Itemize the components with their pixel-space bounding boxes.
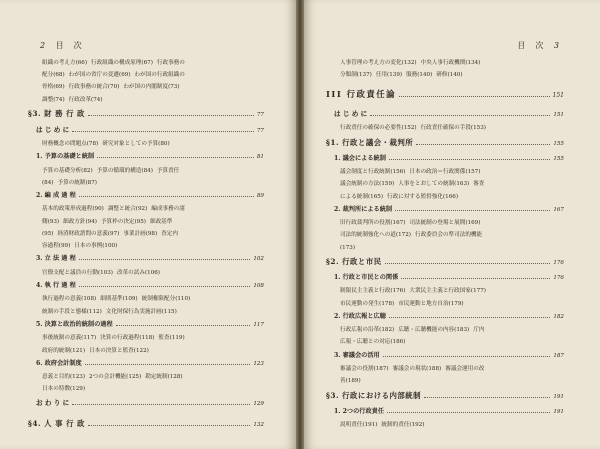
toc-entry: (173) <box>340 244 356 251</box>
toc-entry: 行政に対する監督強化(166) <box>387 193 458 200</box>
toc-page-number: 89 <box>256 192 264 199</box>
toc-heading-label: 2. 行政広報と広聴 <box>334 312 386 320</box>
toc-entry: 勘定統制(128) <box>145 374 183 381</box>
toc-entry: 2つの会計機能(125) <box>89 374 142 381</box>
toc-heading-label: 5. 決算と政治的統制の過程 <box>36 320 113 328</box>
toc-heading-intro <box>28 397 264 410</box>
toc-heading-sect <box>326 136 564 151</box>
toc-page-number: 151 <box>553 112 564 119</box>
toc-entry: 大衆民主主義と行政国家(177) <box>409 288 486 295</box>
toc-page-number: 191 <box>553 408 564 415</box>
toc-entry: 予算枠の決定(95) <box>100 218 146 225</box>
toc-entry: 予算の循環的構造(84) <box>96 167 153 174</box>
toc-entry-line <box>326 70 564 80</box>
toc-entry: 任用(139) <box>375 72 403 79</box>
page-number: 3 <box>553 41 560 50</box>
toc-entry: 日本の政治＝行政関係(157) <box>409 169 481 176</box>
toc-page-number: 129 <box>253 400 264 407</box>
toc-entry: 日本の事例(100) <box>74 243 118 250</box>
toc-entry: 行政責任の確保の必要性(152) <box>340 125 417 132</box>
toc-entry: 日本の特徴(129) <box>42 386 86 393</box>
toc-entry: 行政事務の <box>156 60 185 66</box>
toc-entry: 細政方針(94) <box>63 218 97 225</box>
toc-heading-sub <box>28 190 264 203</box>
toc-heading-sub <box>28 280 264 293</box>
toc-entry: 事業計画(98) <box>123 230 158 237</box>
dot-leader <box>79 196 254 197</box>
toc-heading-label: 1. 議会による統制 <box>334 154 386 162</box>
toc-entry: 審議会の現状(188) <box>392 366 442 373</box>
toc-entry: (84) <box>42 179 54 186</box>
toc-entry: 研究対象としての予算(80) <box>102 140 170 147</box>
toc-entry: 審査 <box>473 181 485 188</box>
toc-entry: 容過程(99) <box>42 243 71 250</box>
toc-entry: 骨格(69) <box>42 84 65 91</box>
toc-entry-line <box>28 139 264 149</box>
running-head <box>40 40 83 51</box>
toc-entry: 統制権限配分(110) <box>141 296 191 303</box>
toc-page-number: 191 <box>553 393 564 400</box>
toc-list <box>326 58 564 432</box>
running-head <box>517 40 560 51</box>
toc-heading-sub <box>28 358 264 371</box>
toc-heading-label: は じ め に <box>36 125 70 134</box>
toc-entry: 事後統制の意義(117) <box>42 335 97 342</box>
toc-heading-label: 3. 立 法 過 程 <box>36 255 76 263</box>
toc-entry: 予算の統制(87) <box>57 179 97 186</box>
toc-heading-label: は じ め に <box>334 110 368 119</box>
toc-entry: 人事管理の考え方の変化(132) <box>340 60 417 66</box>
toc-entry-line <box>28 217 264 227</box>
toc-heading-sub <box>326 204 564 217</box>
toc-entry: 統制的責任(192) <box>381 422 425 429</box>
toc-page-number: 132 <box>253 421 264 428</box>
toc-entry: 人事をとおしての統制(163) <box>398 181 470 188</box>
right-page <box>304 0 600 449</box>
toc-heading-sub <box>28 253 264 266</box>
toc-entry: 議会制度と行政統制(156) <box>340 169 406 176</box>
toc-entry: 審議会運用の改 <box>445 366 485 373</box>
dot-leader <box>97 157 254 158</box>
toc-entry: 行政委員会の準司法的機能 <box>414 232 483 239</box>
toc-entry-line <box>28 166 264 176</box>
running-title: 目 次 <box>55 41 83 50</box>
toc-entry: 広報・広聴との対応(186) <box>340 339 406 346</box>
toc-entry: 行政責任確保の手段(153) <box>420 125 486 132</box>
dot-leader <box>79 286 250 287</box>
toc-heading-sect <box>28 107 264 122</box>
toc-page-number: 167 <box>553 206 564 213</box>
toc-heading-label: §4. 人 事 行 政 <box>28 418 85 428</box>
toc-entry: 細政基準 <box>149 218 173 225</box>
toc-page-number: 182 <box>553 313 564 320</box>
toc-entry: わが国の行政組織の <box>134 72 185 79</box>
toc-entry: (95) <box>42 230 54 237</box>
toc-entry: 基本的政策形成過程(90) <box>42 206 104 213</box>
dot-leader <box>395 210 550 211</box>
toc-entry: 決算の行政過程(118) <box>100 335 155 342</box>
toc-entry: 旧行政裁判所の役割(167) <box>340 220 406 227</box>
toc-entry: 査定内 <box>161 230 178 237</box>
left-page <box>0 0 296 449</box>
toc-heading-label: 2. 裁判所による統制 <box>334 205 393 213</box>
toc-entry-line <box>326 337 564 347</box>
toc-heading-sub <box>28 319 264 332</box>
toc-page-number: 151 <box>552 92 564 100</box>
dot-leader <box>383 356 551 357</box>
toc-entry-line <box>326 179 564 189</box>
toc-entry: 司法統制の登場と展開(169) <box>409 220 481 227</box>
toc-heading-label: §3. 行政における内部統制 <box>326 390 422 400</box>
toc-entry-line <box>326 286 564 296</box>
toc-entry-line <box>28 372 264 382</box>
toc-heading-sub <box>326 406 564 419</box>
toc-entry-line <box>28 58 264 68</box>
toc-heading-intro <box>28 124 264 137</box>
toc-page-number: 155 <box>553 155 564 162</box>
dot-leader <box>399 96 550 97</box>
toc-entry: 組織の考え方(66) <box>42 60 88 66</box>
toc-entry-line <box>28 82 264 92</box>
toc-heading-label: 1. 行政と市民との関係 <box>334 273 399 281</box>
toc-heading-label: §3. 財 務 行 政 <box>28 108 85 118</box>
toc-entry: 財務概念の問題点(78) <box>42 140 99 147</box>
toc-heading-sect <box>326 255 564 270</box>
toc-page-number: 176 <box>553 259 564 266</box>
toc-entry: 監査(119) <box>158 335 185 342</box>
toc-entry: による統制(165) <box>340 193 384 200</box>
toc-heading-label: 3. 審議会の活用 <box>334 351 380 359</box>
toc-heading-sect <box>326 389 564 404</box>
toc-entry: 意義と目的(123) <box>42 374 86 381</box>
toc-entry-line <box>28 95 264 105</box>
toc-entry: 善(189) <box>340 378 361 385</box>
toc-page-number: 117 <box>253 321 264 328</box>
toc-page-number: 102 <box>253 256 264 263</box>
toc-page-number: 155 <box>553 140 564 147</box>
toc-heading-label: III 行政責任論 <box>326 89 397 100</box>
toc-entry: 広聴・広聴機能の内容(183) <box>398 327 470 334</box>
toc-entry: 議会統制の方法(159) <box>340 181 395 188</box>
toc-entry-line <box>326 420 564 430</box>
toc-entry: 行政事務の統合(70) <box>68 84 120 91</box>
toc-entry: 統制の手段と態様(112) <box>42 308 102 315</box>
toc-entry-line <box>28 204 264 214</box>
toc-entry: 政府的統制(121) <box>42 347 86 354</box>
toc-page-number: 108 <box>253 282 264 289</box>
toc-entry-line <box>28 307 264 317</box>
toc-heading-label: 2. 編 成 過 程 <box>36 191 76 199</box>
toc-page-number: 81 <box>256 154 264 161</box>
toc-entry: 経済財政諮問の意義(97) <box>57 230 120 237</box>
dot-leader <box>389 317 550 318</box>
toc-entry: 服務(140) <box>406 72 433 79</box>
toc-heading-label: 4. 執 行 過 程 <box>36 281 76 289</box>
toc-entry-line <box>326 299 564 309</box>
toc-heading-label: 1. 予算の基礎と統制 <box>36 153 95 161</box>
dot-leader <box>88 115 254 116</box>
dot-leader <box>72 131 254 132</box>
toc-entry: 編成事務の諸 <box>151 206 185 213</box>
toc-entry: 庁内 <box>473 327 485 334</box>
toc-entry: 執行過程の意義(108) <box>42 296 97 303</box>
toc-entry-line <box>28 268 264 278</box>
toc-entry: 配分(68) <box>42 72 65 79</box>
toc-entry: 市民運動の発生(178) <box>340 300 395 307</box>
toc-heading-label: §2. 行政と市民 <box>326 256 382 266</box>
dot-leader <box>116 325 251 326</box>
toc-entry-line <box>28 384 264 394</box>
toc-entry: 官僚支配と議員の行動(103) <box>42 269 113 276</box>
toc-entry: 審議会の役割(187) <box>340 366 389 373</box>
toc-heading-intro <box>326 108 564 121</box>
toc-heading-label: 1. 2つの行政責任 <box>334 407 385 415</box>
toc-entry-line <box>326 243 564 253</box>
toc-entry: 研修(140) <box>436 72 463 79</box>
toc-entry: わが国の内閣制度(73) <box>123 84 180 91</box>
toc-list <box>28 58 264 434</box>
toc-entry-line <box>326 325 564 335</box>
toc-entry: 細則基準(109) <box>100 296 138 303</box>
dot-leader <box>88 425 250 426</box>
toc-entry-line <box>28 178 264 188</box>
toc-heading-part <box>326 86 564 104</box>
toc-entry-line <box>28 241 264 251</box>
toc-entry-line <box>326 364 564 374</box>
toc-entry: 文化財保行為実施計画(115) <box>105 308 177 315</box>
running-title: 目 次 <box>517 41 545 50</box>
toc-page-number: 77 <box>256 111 264 118</box>
toc-entry-line <box>28 229 264 239</box>
toc-entry-line <box>326 167 564 177</box>
toc-heading-sub <box>28 151 264 164</box>
toc-heading-label: お わ り に <box>36 398 70 407</box>
toc-page-number: 187 <box>553 352 564 359</box>
toc-page-number: 176 <box>553 274 564 281</box>
toc-entry: 分類制(137) <box>340 72 372 79</box>
toc-entry-line <box>326 192 564 202</box>
toc-heading-label: §1. 行政と議会・裁判所 <box>326 137 414 147</box>
dot-leader <box>387 412 550 413</box>
dot-leader <box>416 144 550 145</box>
toc-entry: 調整と統合(92) <box>107 206 148 213</box>
dot-leader <box>85 364 251 365</box>
toc-entry-line <box>326 230 564 240</box>
toc-entry: 調整(74) <box>42 96 65 103</box>
toc-heading-sub <box>326 153 564 166</box>
toc-entry: 制限民主主義と行政(176) <box>340 288 406 295</box>
toc-entry-line <box>326 218 564 228</box>
toc-entry: 改革の試み(106) <box>116 269 160 276</box>
toc-entry: 予算責任 <box>156 167 180 174</box>
toc-heading-sub <box>326 311 564 324</box>
toc-entry: 行政広報の沿革(182) <box>340 327 395 334</box>
toc-entry: 行政改革(74) <box>68 96 103 103</box>
toc-heading-sect <box>28 417 264 432</box>
dot-leader <box>389 159 550 160</box>
dot-leader <box>370 115 550 116</box>
toc-entry-line <box>28 70 264 80</box>
dot-leader <box>401 278 550 279</box>
toc-entry: 説明責任(191) <box>340 422 378 429</box>
dot-leader <box>79 259 250 260</box>
dot-leader <box>424 397 550 398</box>
toc-entry-line <box>28 346 264 356</box>
toc-entry-line <box>326 58 564 68</box>
toc-heading-sub <box>326 350 564 363</box>
toc-entry: 行政組織の構成原理(67) <box>91 60 153 66</box>
dot-leader <box>385 263 551 264</box>
toc-entry: 中央人事行政機関(134) <box>420 60 481 66</box>
toc-heading-sub <box>326 272 564 285</box>
toc-entry: 司法的統制強化への道(172) <box>340 232 411 239</box>
toc-entry-line <box>326 376 564 386</box>
toc-heading-label: 6. 政府会計制度 <box>36 359 82 367</box>
page-number: 2 <box>40 41 47 50</box>
toc-entry-line <box>28 333 264 343</box>
toc-page-number: 77 <box>256 127 264 134</box>
toc-entry: わが国の省庁の変遷(69) <box>68 72 131 79</box>
book-gutter <box>296 0 304 449</box>
toc-entry: 側(93) <box>42 218 60 225</box>
toc-entry: 日本の決算と監査(122) <box>89 347 149 354</box>
toc-entry-line <box>28 294 264 304</box>
dot-leader <box>72 404 250 405</box>
toc-entry: 市民運動と地方自治(179) <box>398 300 464 307</box>
toc-page-number: 123 <box>253 360 264 367</box>
toc-spacer <box>28 412 264 415</box>
toc-entry: 予算の基礎分析(82) <box>42 167 93 174</box>
toc-entry-line <box>326 123 564 133</box>
